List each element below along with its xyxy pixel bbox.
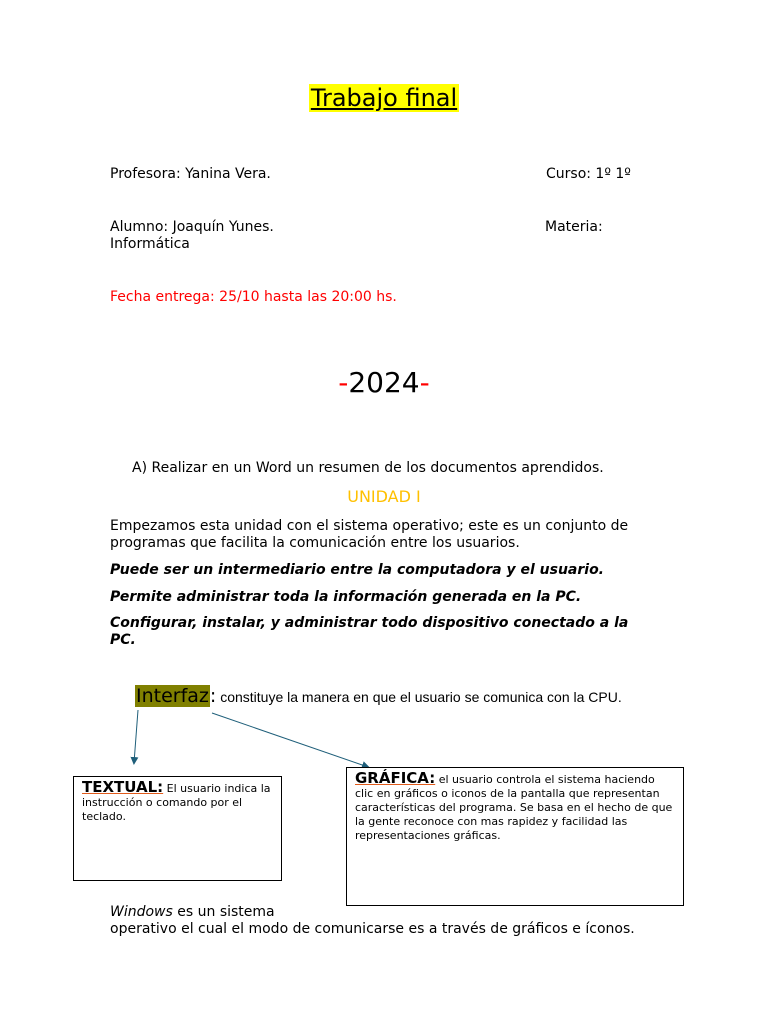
materia-value: Informática <box>110 236 190 252</box>
interfaz-term: Interfaz <box>136 685 209 707</box>
point-1: Puede ser un intermediario entre la computadora y el usuario. <box>110 562 604 578</box>
grafica-heading: GRÁFICA: <box>355 769 436 787</box>
textual-heading: TEXTUAL: <box>82 778 164 796</box>
year-dash-right: - <box>419 366 430 399</box>
year-value: 2024 <box>348 366 420 399</box>
unit-heading: UNIDAD I <box>347 487 421 506</box>
arrow-to-grafica <box>212 713 368 767</box>
curso-line: Curso: 1º 1º <box>546 166 631 182</box>
arrow-to-textual <box>134 710 138 763</box>
point-2: Permite administrar toda la información generada en la PC. <box>110 589 582 605</box>
fecha-entrega: Fecha entrega: 25/10 hasta las 20:00 hs. <box>110 289 397 305</box>
interfaz-text: constituye la manera en que el usuario se comunica con la CPU. <box>216 689 622 705</box>
textual-text: El usuario indica la instrucción o comando por el teclado. <box>82 782 271 823</box>
point-3: Configurar, instalar, y administrar todo dispositivo conectado a la PC. <box>110 615 629 648</box>
footer-rest: es un sistema <box>172 904 275 920</box>
footer-windows: Windows <box>110 904 173 920</box>
task-item: A) Realizar en un Word un resumen de los documentos aprendidos. <box>132 460 604 476</box>
document-title-text: Trabajo final <box>310 84 458 112</box>
alumno-line: Alumno: Joaquín Yunes. <box>110 219 274 235</box>
materia-label: Materia: <box>545 219 603 235</box>
year-dash-left: - <box>338 366 349 399</box>
footer-line-2: operativo el cual el modo de comunicarse es a través de gráficos e íconos. <box>110 921 635 937</box>
interfaz-colon: : <box>209 685 217 707</box>
grafica-box <box>346 767 684 906</box>
footer-line-1 <box>110 904 670 921</box>
profesora-line: Profesora: Yanina Vera. <box>110 166 271 182</box>
footer-paragraph <box>110 904 670 938</box>
grafica-text: el usuario controla el sistema haciendo clic en gráficos o iconos de la pantalla que representan características del programa. Se basa en el hecho de que la gente reconoce con mas rapidez y facilidad las representaciones gráficas. <box>355 773 673 842</box>
textual-box <box>73 776 282 881</box>
intro-paragraph: Empezamos esta unidad con el sistema operativo; este es un conjunto de programas que facilita la comunicación entre los usuarios. <box>110 518 629 551</box>
